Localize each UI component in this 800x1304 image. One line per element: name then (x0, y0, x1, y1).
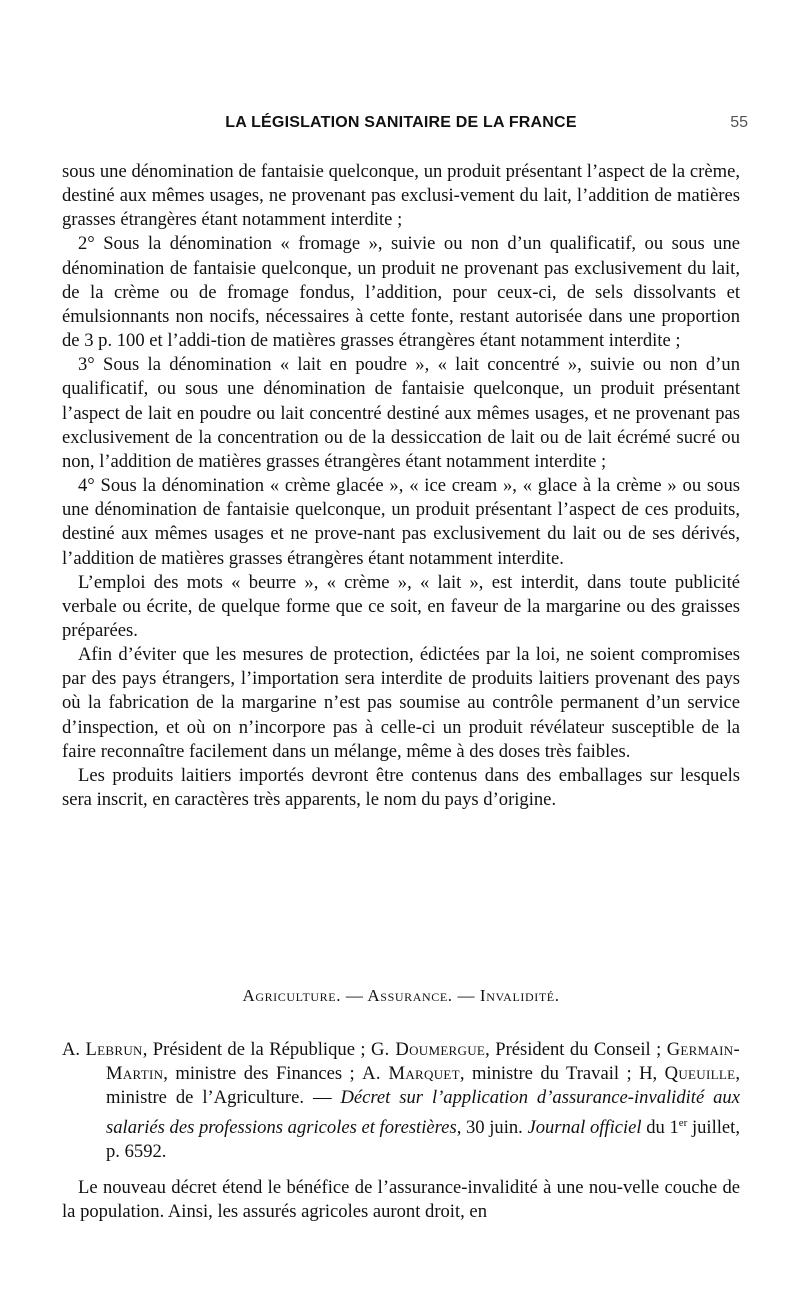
section-heading: Agriculture. — Assurance. — Invalidité. (242, 986, 560, 1005)
title-travail: , ministre du Travail ; H, (459, 1063, 665, 1085)
ordinal-superscript: er (678, 1116, 688, 1129)
publication-page: juillet, p. 6592. (106, 1116, 740, 1162)
page-number: 55 (730, 114, 748, 131)
running-head (60, 114, 748, 140)
paragraph-advertising: L’emploi des mots « beurre », « crème », « lait », est interdit, dans toute publicité verbale ou écrite, de quelque forme que ce soit, en faveur de la margarine ou des graisses préparées. (62, 571, 740, 641)
paragraph-item-3: 3° Sous la dénomination « lait en poudre », « lait concentré », suivie ou non d’un qualificatif, ou sous une dénomination de fantaisie quelconque, un produit présentant l’aspect de lait en poudre ou lait concentré destiné aux mêmes usages, et ne provenant pas exclusivement de la concentration ou de la dessiccation de lait ou de lait écrémé sucré ou non, l’addition de matières grasses étrangères étant notamment interdite ; (62, 354, 740, 472)
title-finances: , ministre des Finances ; (163, 1063, 363, 1085)
decree-title: Décret sur l’application d’assurance-invalidité aux salariés des professions agricoles et forestières (106, 1087, 740, 1138)
paragraph-continuation: sous une dénomination de fantaisie quelconque, un produit présentant l’aspect de la crème, destiné aux mêmes usages, ne provenant pas exclusi-vement du lait, l’addition de matières grasses étrangères étant notamment interdite ; (62, 161, 740, 231)
paragraph-packaging: Les produits laitiers importés devront être contenus dans des emballages sur lesquels sera inscrit, en caractères très apparents, le nom du pays d’origine. (62, 764, 740, 811)
decree-date: , 30 juin. (456, 1116, 528, 1138)
paragraph-imports: Afin d’éviter que les mesures de protection, édictées par la loi, ne soient compromises par des pays étrangers, l’importation sera interdite de produits laitiers provenant des pays où la fabrication de la margarine n’est pas soumise au contrôle permanent d’un service d’inspection, et où on n’incorpore pas à celle-ci un produit révélateur susceptible de la faire reconnaître facilement dans un mélange, même à des doses très faibles. (62, 644, 740, 762)
decree-text (62, 1038, 740, 1164)
closing-paragraph: Le nouveau décret étend le bénéfice de l’assurance-invalidité à une nou-velle couche de la population. Ainsi, les assurés agricoles auront droit, en (62, 1177, 740, 1223)
title-president: , Président de la République ; (142, 1039, 371, 1060)
running-title: LA LÉGISLATION SANITAIRE DE LA FRANCE (225, 114, 577, 131)
publication-day: du 1 (641, 1116, 679, 1138)
body-text (62, 160, 740, 812)
name-queuille: Queuille (664, 1063, 736, 1085)
name-doumergue: G. Doumergue (370, 1039, 486, 1060)
name-germain-martin: Germain-Martin (106, 1039, 740, 1085)
decree-citation (62, 1038, 740, 1164)
title-agriculture: , ministre de l’Agriculture. — (106, 1063, 740, 1109)
name-lebrun: Lebrun (85, 1039, 143, 1060)
decree-initial: A. (62, 1039, 86, 1060)
name-marquet: A. Marquet (362, 1063, 460, 1085)
paragraph-item-2: 2° Sous la dénomination « fromage », suivie ou non d’un qualificatif, ou sous une dénomination de fantaisie quelconque, un produit ne provenant pas exclusivement du lait, de la crème ou de fromage fondus, l’addition, pour ceux-ci, de sels dissolvants et émulsionnants non nocifs, nécessaires à cette fonte, restant autorisée dans une proportion de 3 p. 100 et l’addi-tion de matières grasses étrangères étant notamment interdite ; (62, 233, 740, 352)
journal-name: Journal officiel (527, 1116, 642, 1138)
closing-paragraph-area (62, 1176, 740, 1224)
paragraph-item-4: 4° Sous la dénomination « crème glacée », « ice cream », « glace à la crème » ou sous une dénomination de fantaisie quelconque, un produit présentant l’aspect de ces produits, destiné aux mêmes usages et ne prove-nant pas exclusivement du lait ou de ses dérivés, l’addition de matières grasses étrangères étant notamment interdite. (62, 475, 740, 569)
title-council: , Président du Conseil ; (485, 1039, 667, 1060)
